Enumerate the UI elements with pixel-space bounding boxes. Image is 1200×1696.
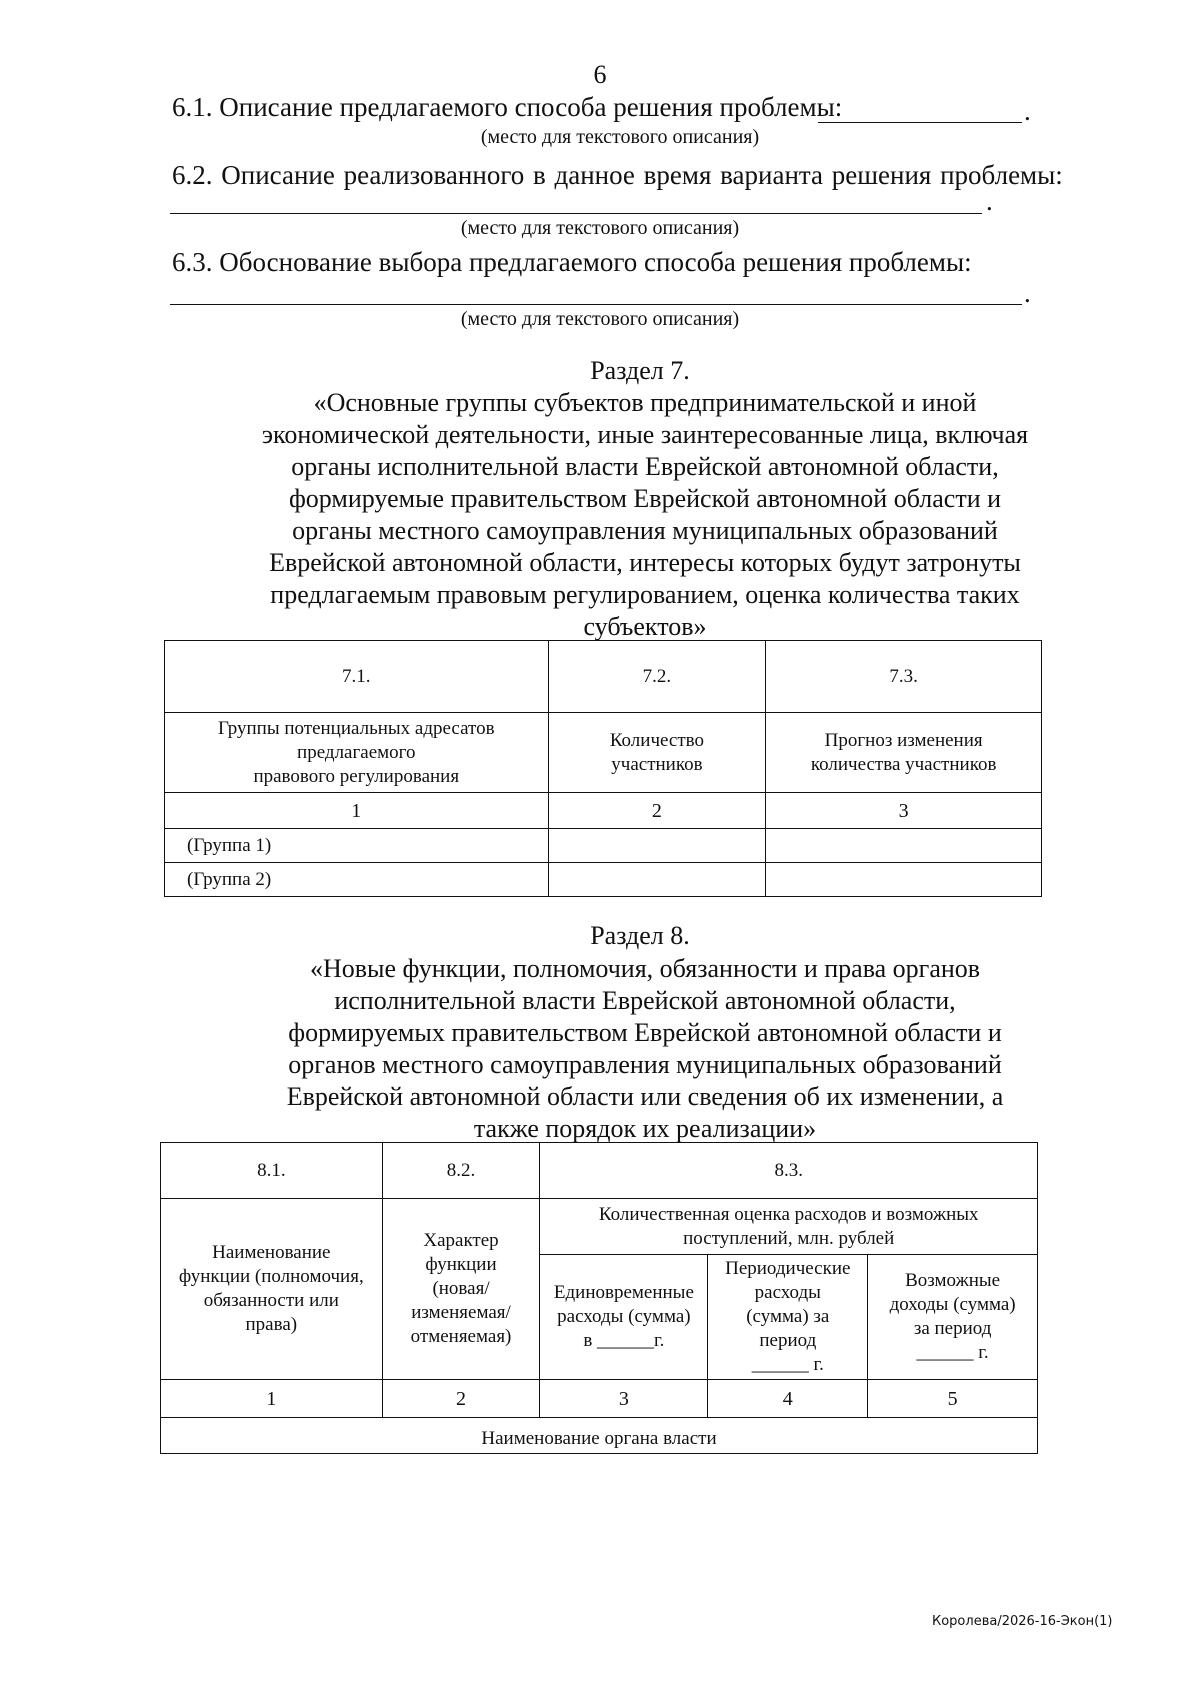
header-periodic-expenses: Периодические расходы (сумма) за период ______ г. [708,1255,868,1380]
section-7-title-line: субъектов» [583,612,707,641]
col-code-7-2: 7.2. [548,641,766,713]
authority-name-row[interactable]: Наименование органа власти [161,1418,1038,1454]
header-addressee-groups: Группы потенциальных адресатов предлагаемого правового регулирования [165,713,549,793]
section-8-title-line: формируемых правительством Еврейской автономной области и [288,1018,1002,1047]
col-code-7-1: 7.1. [165,641,549,713]
table-row [165,863,1042,897]
group-1-count-cell[interactable] [548,829,766,863]
col-number: 3 [766,793,1042,829]
table-number-row [165,793,1042,829]
col-number: 1 [161,1380,383,1418]
section-7-title-line: «Основные группы субъектов предпринимательской и иной [313,388,977,417]
table-row [161,1418,1038,1454]
group-2-forecast-cell[interactable] [766,863,1042,897]
para-6-3-end: . [1024,278,1031,308]
col-code-7-3: 7.3. [766,641,1042,713]
section-7-title [240,387,1050,643]
header-quantitative-estimate: Количественная оценка расходов и возможных поступлений, млн. рублей [540,1199,1038,1255]
col-code-8-1: 8.1. [161,1143,383,1199]
hint-6-2: (место для текстового описания) [460,217,740,239]
blank-line-6-3[interactable] [170,304,1022,305]
header-function-character: Характер функции (новая/ изменяемая/ отменяемая) [382,1199,540,1380]
col-number: 1 [165,793,549,829]
para-6-1: 6.1. Описание предлагаемого способа решения проблемы: [172,92,843,122]
section-7-title-line: формируемые правительством Еврейской автономной области и [288,484,1002,513]
para-6-3: 6.3. Обоснование выбора предлагаемого способа решения проблемы: [172,247,972,277]
section-7-title-line: органы местного самоуправления муниципальных образований [292,516,998,545]
blank-line-6-1[interactable] [818,122,1022,123]
section-7-title-line: органы исполнительной власти Еврейской автономной области, [291,452,999,481]
hint-6-3: (место для текстового описания) [460,308,740,330]
section-8-title-line: исполнительной власти Еврейской автономной области, [334,986,956,1015]
group-2-count-cell[interactable] [548,863,766,897]
col-number: 3 [540,1380,708,1418]
table-header-row [161,1199,1038,1255]
para-6-2: 6.2. Описание реализованного в данное время варианта решения проблемы: [172,160,1063,190]
section-7-title-line: Еврейской автономной области, интересы которых будут затронуты [269,548,1021,577]
section-8-title-line: органов местного самоуправления муниципальных образований [288,1050,1002,1079]
section-8-title-line: «Новые функции, полномочия, обязанности и права органов [309,954,981,983]
document-code: Королева/2026-16-Экон(1) [932,1614,1113,1629]
table-row [161,1143,1038,1199]
header-one-time-expenses: Единовременные расходы (сумма) в ______г. [540,1255,708,1380]
table-row [165,829,1042,863]
section-7-heading: Раздел 7. [590,356,690,385]
section-8-heading: Раздел 8. [590,921,690,950]
blank-line-6-2[interactable] [170,213,982,214]
col-code-8-3: 8.3. [540,1143,1038,1199]
header-possible-income: Возможные доходы (сумма) за период ______ г. [868,1255,1038,1380]
section-7-title-line: экономической деятельности, иные заинтересованные лица, включая [261,420,1029,449]
para-6-2-end: . [986,186,993,216]
col-number: 2 [382,1380,540,1418]
table-7 [164,640,1042,897]
table-8 [160,1142,1038,1454]
col-number: 4 [708,1380,868,1418]
section-8-title-line: Еврейской автономной области или сведения об их изменении, а [286,1082,1004,1111]
group-1-forecast-cell[interactable] [766,829,1042,863]
section-8-title [240,953,1050,1145]
table-header-row [165,713,1042,793]
table-row [165,641,1042,713]
header-function-name: Наименование функции (полномочия, обязанности или права) [161,1199,383,1380]
page-number: 6 [593,60,607,89]
section-7-title-line: предлагаемым правовым регулированием, оценка количества таких [270,580,1020,609]
group-2-cell[interactable]: (Группа 2) [165,863,549,897]
col-number: 2 [548,793,766,829]
section-8-title-line: также порядок их реализации» [473,1114,817,1143]
para-6-1-end: . [1024,96,1031,126]
group-1-cell[interactable]: (Группа 1) [165,829,549,863]
col-code-8-2: 8.2. [382,1143,540,1199]
col-number: 5 [868,1380,1038,1418]
header-participants-count: Количество участников [548,713,766,793]
header-change-forecast: Прогноз изменения количества участников [766,713,1042,793]
table-number-row [161,1380,1038,1418]
hint-6-1: (место для текстового описания) [480,126,760,148]
